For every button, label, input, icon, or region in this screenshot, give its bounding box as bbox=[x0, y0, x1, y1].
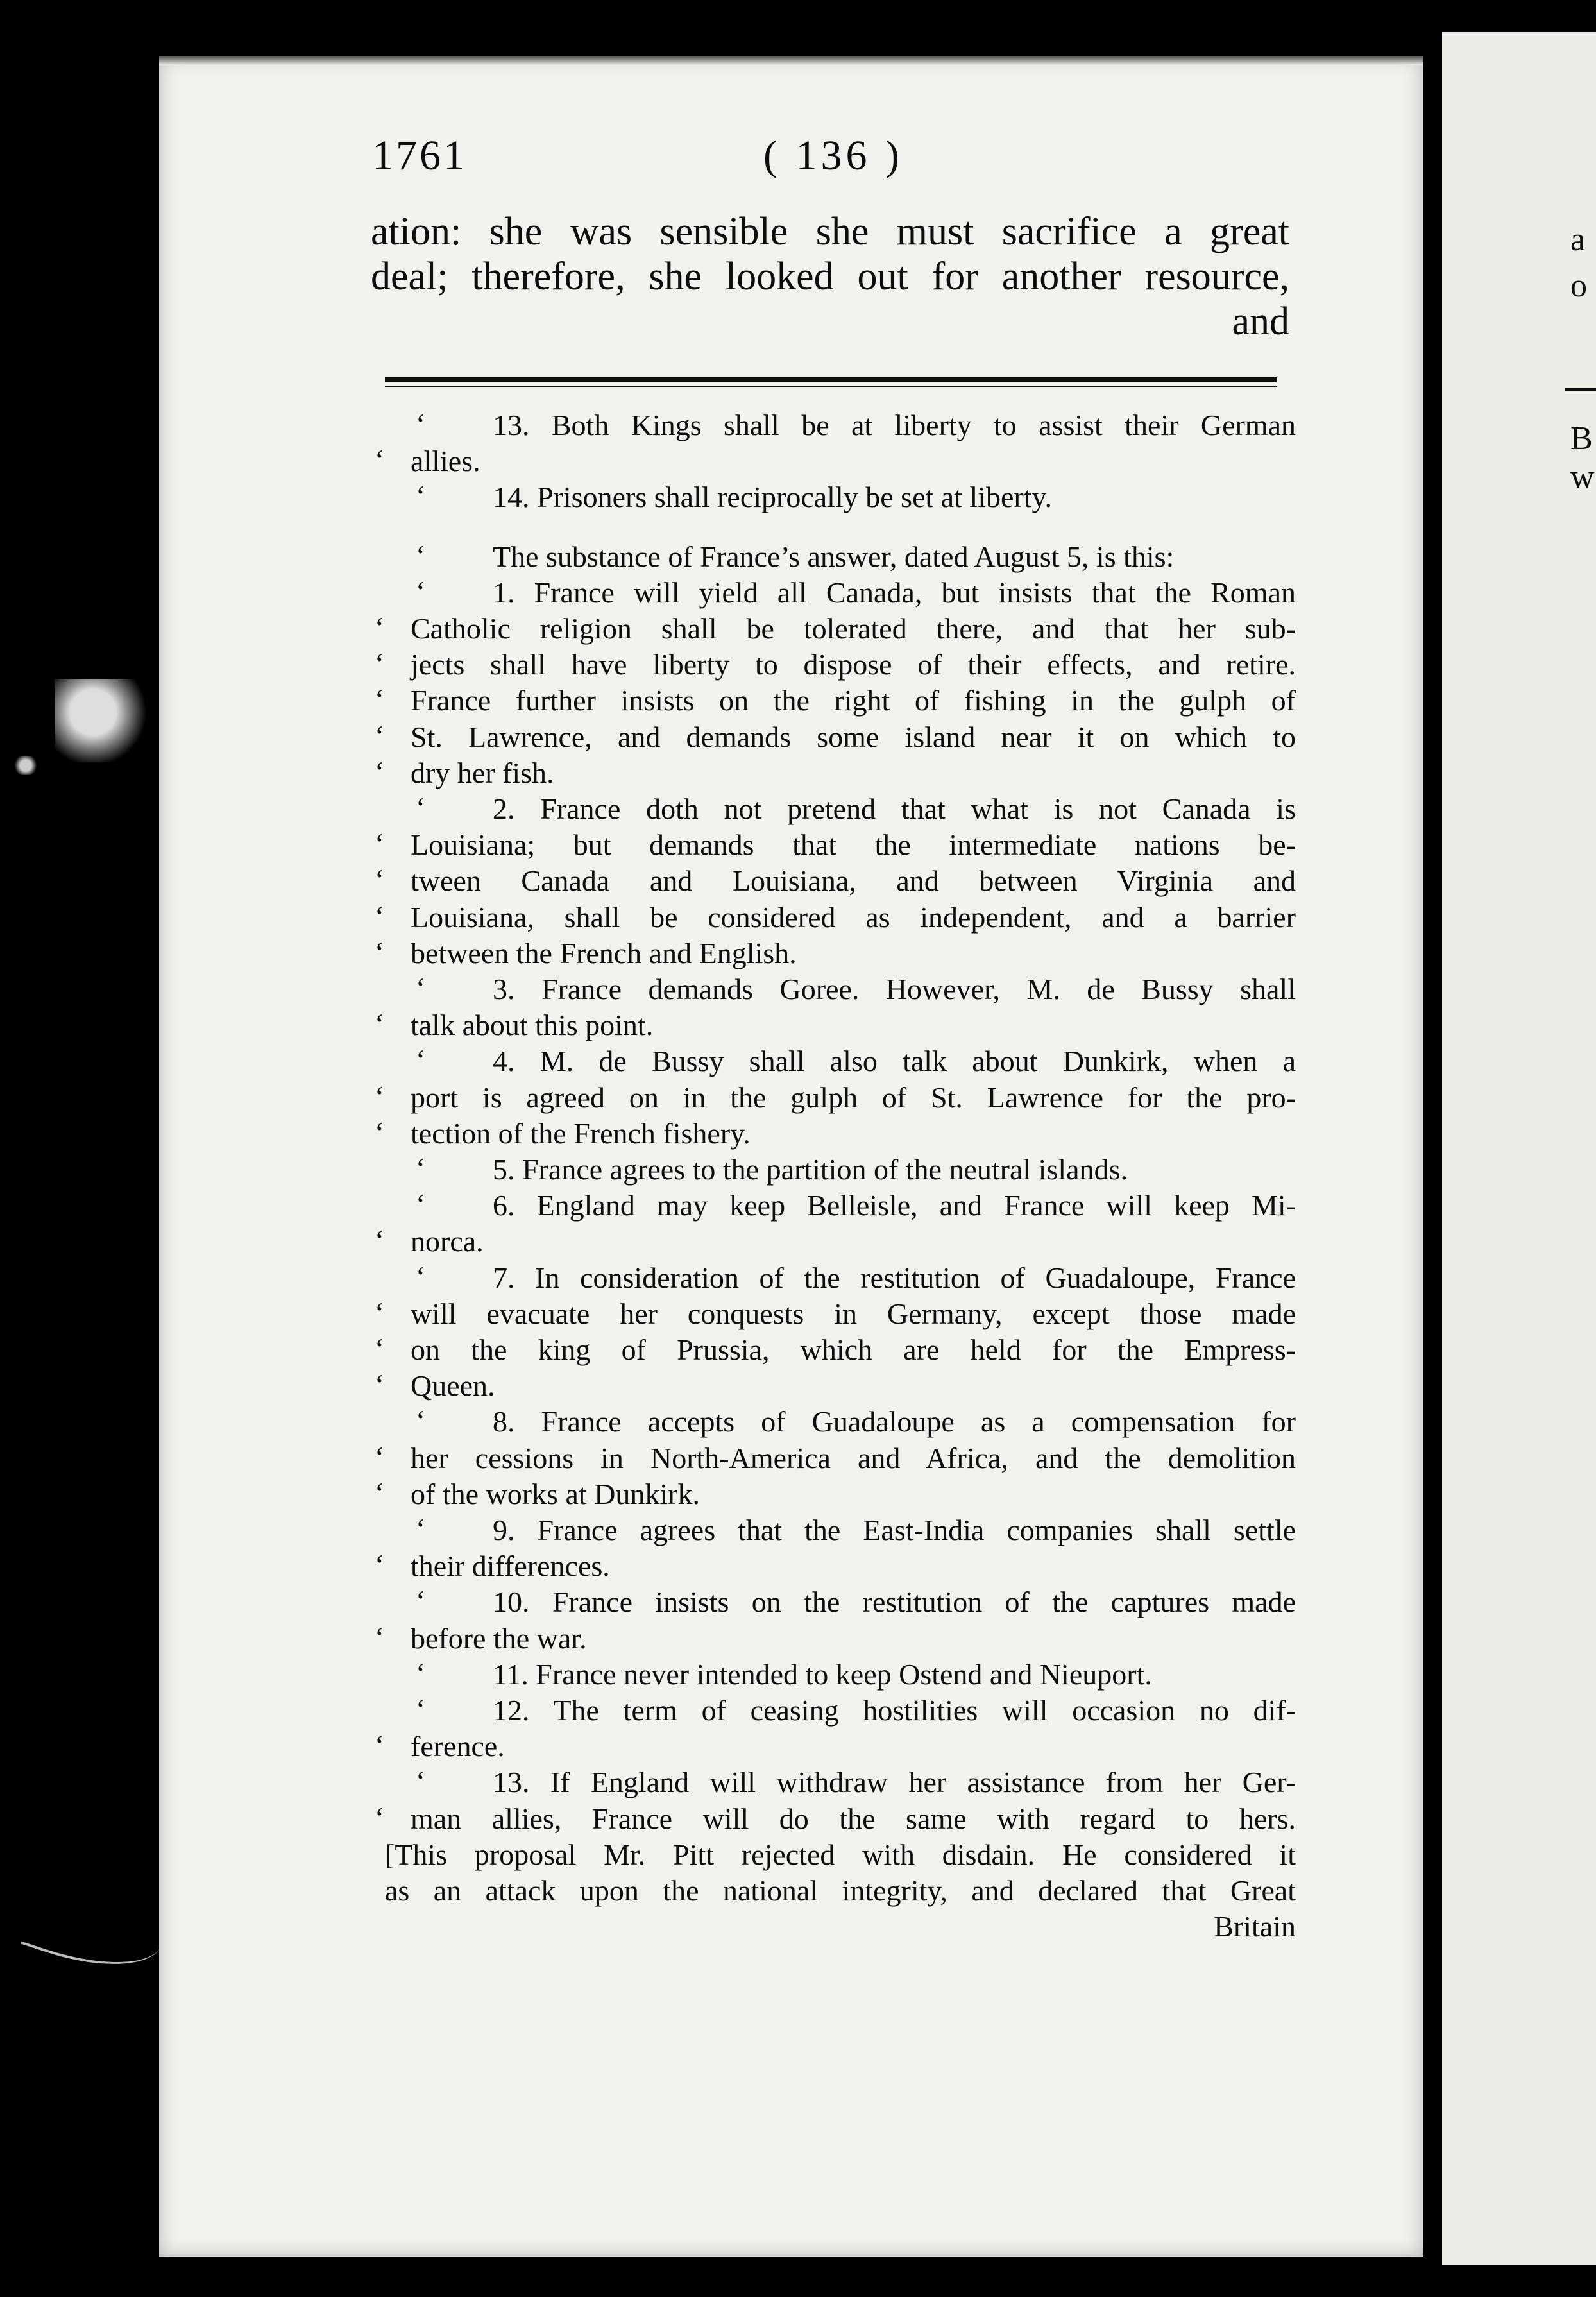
quote-mark: ‘ bbox=[375, 1548, 385, 1582]
facing-page-fragment: B bbox=[1570, 420, 1593, 457]
facing-page-fragment: a bbox=[1570, 221, 1586, 258]
body-text-line: 11. France never intended to keep Ostend and Nieuport. bbox=[493, 1657, 1152, 1691]
quote-mark: ‘ bbox=[375, 1115, 385, 1148]
body-text-line: talk about this point. bbox=[411, 1009, 654, 1042]
quote-mark: ‘ bbox=[375, 899, 385, 932]
quote-mark: ‘ bbox=[375, 1440, 385, 1473]
quote-mark: ‘ bbox=[375, 755, 385, 788]
body-text-line: 14. Prisoners shall reciprocally be set at liberty. bbox=[493, 481, 1053, 514]
facing-page-fragment: o bbox=[1570, 268, 1587, 304]
lead-line-1: ation: she was sensible she must sacrifice a great bbox=[371, 210, 1289, 253]
quote-mark: ‘ bbox=[416, 971, 426, 1004]
body-text-line: 12. The term of ceasing hostilities will occasion no dif- bbox=[493, 1694, 1296, 1727]
facing-page-edge bbox=[1442, 32, 1596, 2265]
quote-mark: ‘ bbox=[375, 1295, 385, 1329]
margin-stroke bbox=[21, 1893, 166, 1986]
quote-mark: ‘ bbox=[416, 1152, 426, 1184]
quote-mark: ‘ bbox=[375, 1079, 385, 1113]
body-text-line: 7. In consideration of the restitution of Guadaloupe, France bbox=[493, 1261, 1296, 1294]
quote-mark: ‘ bbox=[375, 1729, 385, 1762]
quote-mark: ‘ bbox=[416, 1764, 426, 1798]
body-text-line: 13. Both Kings shall be at liberty to assist their German bbox=[493, 409, 1296, 441]
body-text-line: Louisiana; but demands that the intermediate nations be- bbox=[411, 828, 1296, 862]
paper-blemish bbox=[55, 679, 151, 762]
body-text-line: tween Canada and Louisiana, and between Virginia and bbox=[411, 864, 1296, 898]
body-text-line: port is agreed on in the gulph of St. Lawrence for the pro- bbox=[411, 1080, 1296, 1114]
facing-page-fragment: w bbox=[1570, 459, 1595, 495]
quote-mark: ‘ bbox=[375, 611, 385, 644]
quote-mark: ‘ bbox=[375, 1332, 385, 1365]
running-head-year: 1761 bbox=[372, 132, 467, 179]
lead-line-3: and bbox=[1232, 300, 1289, 343]
quote-mark: ‘ bbox=[416, 479, 426, 513]
body-text-line: 1. France will yield all Canada, but insists that the Roman bbox=[493, 576, 1296, 609]
quote-mark: ‘ bbox=[375, 863, 385, 896]
quote-mark: ‘ bbox=[375, 1368, 385, 1401]
quote-mark: ‘ bbox=[416, 1512, 426, 1545]
quote-mark: ‘ bbox=[416, 1693, 426, 1725]
body-text-line: before the war. bbox=[411, 1621, 587, 1655]
body-text-line: Britain bbox=[1214, 1910, 1296, 1943]
quote-mark: ‘ bbox=[375, 1476, 385, 1509]
quote-mark: ‘ bbox=[375, 1224, 385, 1257]
body-text-line: dry her fish. bbox=[411, 756, 554, 789]
body-text-line: allies. bbox=[411, 445, 480, 478]
quote-mark: ‘ bbox=[416, 1584, 426, 1618]
body-text-line: France further insists on the right of fishing in the gulph of bbox=[411, 684, 1296, 717]
quote-mark: ‘ bbox=[375, 1620, 385, 1653]
paper-blemish-small bbox=[13, 756, 38, 775]
body-text-line: Catholic religion shall be tolerated there, and that her sub- bbox=[411, 612, 1296, 645]
body-text-line: 9. France agrees that the East-India companies shall settle bbox=[493, 1514, 1296, 1546]
body-text-line: norca. bbox=[411, 1225, 484, 1258]
quote-mark: ‘ bbox=[375, 827, 385, 860]
body-text-line: Queen. bbox=[411, 1369, 495, 1403]
body-text-line: their differences. bbox=[411, 1550, 610, 1583]
body-text-line: between the French and English. bbox=[411, 936, 797, 969]
body-text-line: her cessions in North-America and Africa, and the demolition bbox=[411, 1441, 1296, 1474]
body-text-line: man allies, France will do the same with regard to hers. bbox=[411, 1802, 1296, 1835]
quote-mark: ‘ bbox=[416, 1043, 426, 1077]
body-text-line: 8. France accepts of Guadaloupe as a compensation for bbox=[493, 1405, 1296, 1439]
body-text-line: 13. If England will withdraw her assistance from her Ger- bbox=[493, 1766, 1296, 1799]
quote-mark: ‘ bbox=[375, 683, 385, 716]
quote-mark: ‘ bbox=[375, 1007, 385, 1041]
quote-mark: ‘ bbox=[416, 1404, 426, 1437]
body-text-line: 10. France insists on the restitution of the captures made bbox=[493, 1585, 1296, 1619]
body-text-line: as an attack upon the national integrity, and declared that Great bbox=[385, 1874, 1296, 1907]
body-text-line: [This proposal Mr. Pitt rejected with disdain. He considered it bbox=[385, 1838, 1296, 1871]
body-text-line: of the works at Dunkirk. bbox=[411, 1477, 700, 1510]
body-text-line: will evacuate her conquests in Germany, except those made bbox=[411, 1297, 1296, 1330]
body-text-line: ference. bbox=[411, 1730, 505, 1763]
body-text-line: on the king of Prussia, which are held for the Empress- bbox=[411, 1333, 1296, 1366]
body-text-line: 5. France agrees to the partition of the neutral islands. bbox=[493, 1153, 1128, 1186]
body-text-line: tection of the French fishery. bbox=[411, 1116, 751, 1150]
quote-mark: ‘ bbox=[416, 407, 426, 440]
page-number: ( 136 ) bbox=[763, 132, 903, 179]
lead-line-2: deal; therefore, she looked out for another resource, bbox=[371, 255, 1289, 298]
quote-mark: ‘ bbox=[416, 1188, 426, 1221]
quote-mark: ‘ bbox=[375, 1800, 385, 1834]
facing-page-rule bbox=[1565, 388, 1596, 391]
quote-mark: ‘ bbox=[375, 443, 385, 477]
quote-mark: ‘ bbox=[416, 574, 426, 608]
quote-mark: ‘ bbox=[416, 791, 426, 824]
page-gutter bbox=[1423, 38, 1442, 2297]
body-text-line: The substance of France’s answer, dated August 5, is this: bbox=[493, 540, 1175, 573]
quote-mark: ‘ bbox=[416, 1260, 426, 1293]
body-text-line: 4. M. de Bussy shall also talk about Dunkirk, when a bbox=[493, 1045, 1296, 1078]
quote-mark: ‘ bbox=[375, 647, 385, 680]
body-text-line: 3. France demands Goree. However, M. de Bussy shall bbox=[493, 973, 1296, 1005]
quote-mark: ‘ bbox=[416, 1656, 426, 1689]
body-text-line: Louisiana, shall be considered as independent, and a barrier bbox=[411, 900, 1296, 934]
body-text-line: jects shall have liberty to dispose of their effects, and retire. bbox=[411, 648, 1296, 681]
quote-mark: ‘ bbox=[416, 538, 426, 572]
section-rule bbox=[385, 377, 1277, 382]
body-text-line: 6. England may keep Belleisle, and France will keep Mi- bbox=[493, 1189, 1296, 1222]
body-text-line: St. Lawrence, and demands some island near it on which to bbox=[411, 720, 1296, 753]
quote-mark: ‘ bbox=[375, 935, 385, 968]
body-text-line: 2. France doth not pretend that what is not Canada is bbox=[493, 792, 1296, 825]
quote-mark: ‘ bbox=[375, 719, 385, 752]
